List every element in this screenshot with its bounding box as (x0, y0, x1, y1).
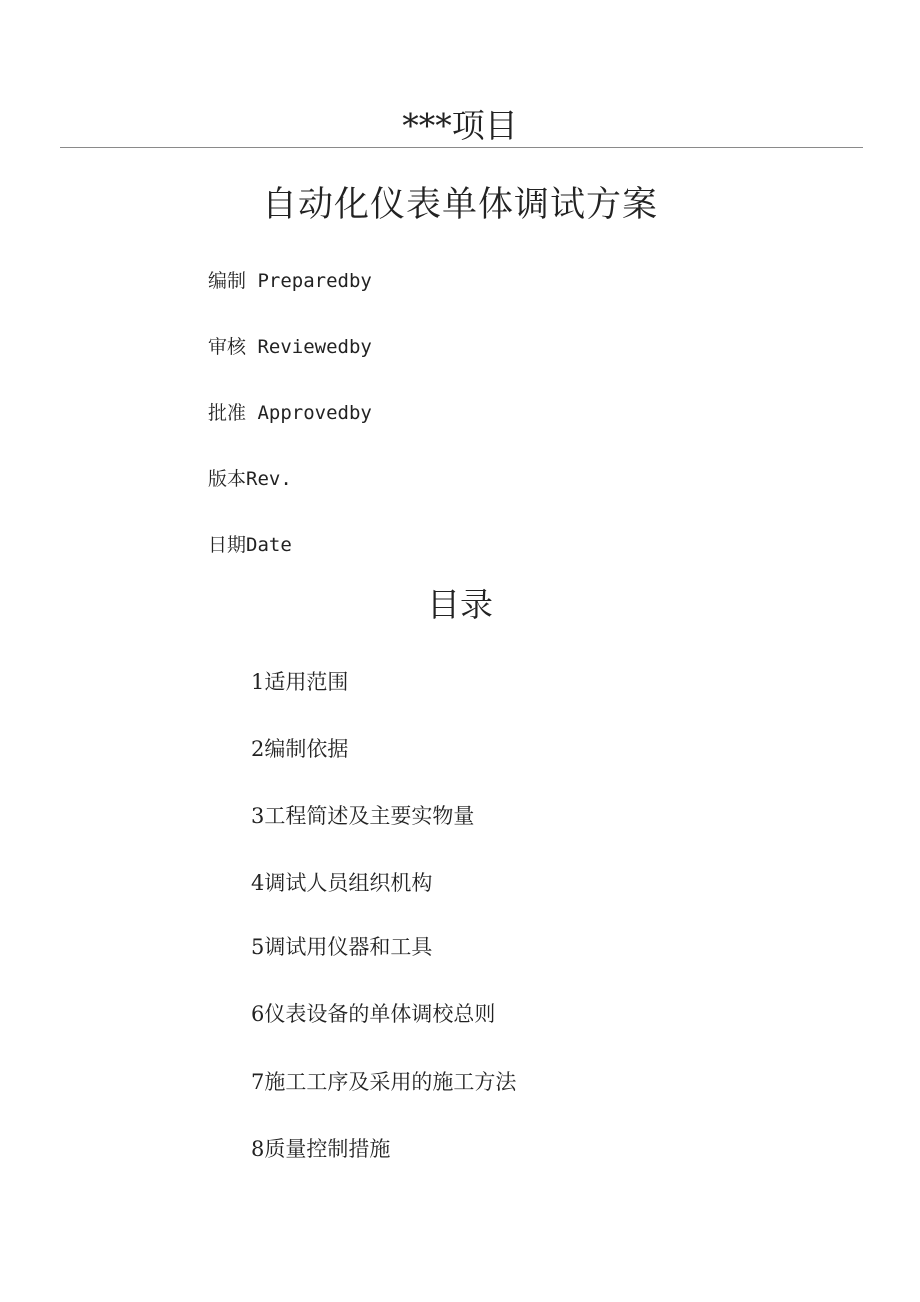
project-title: ***项目 (402, 106, 518, 145)
toc-item: 8质量控制措施 (251, 1137, 391, 1161)
date-label: 日期Date (208, 534, 292, 556)
toc-item: 1适用范围 (251, 670, 349, 694)
prepared-by-label: 编制 Preparedby (208, 270, 372, 292)
document-title: 自动化仪表单体调试方案 (261, 185, 658, 225)
toc-heading: 目录 (427, 585, 493, 624)
toc-item: 5调试用仪器和工具 (251, 935, 433, 959)
toc-item: 6仪表设备的单体调校总则 (251, 1002, 496, 1026)
toc-item: 7施工工序及采用的施工方法 (251, 1070, 517, 1094)
header-divider (60, 147, 863, 148)
reviewed-by-label: 审核 Reviewedby (208, 336, 372, 358)
approved-by-label: 批准 Approvedby (208, 402, 372, 424)
revision-label: 版本Rev. (208, 468, 292, 490)
toc-item: 2编制依据 (251, 737, 349, 761)
toc-item: 3工程简述及主要实物量 (251, 804, 475, 828)
toc-item: 4调试人员组织机构 (251, 871, 433, 895)
